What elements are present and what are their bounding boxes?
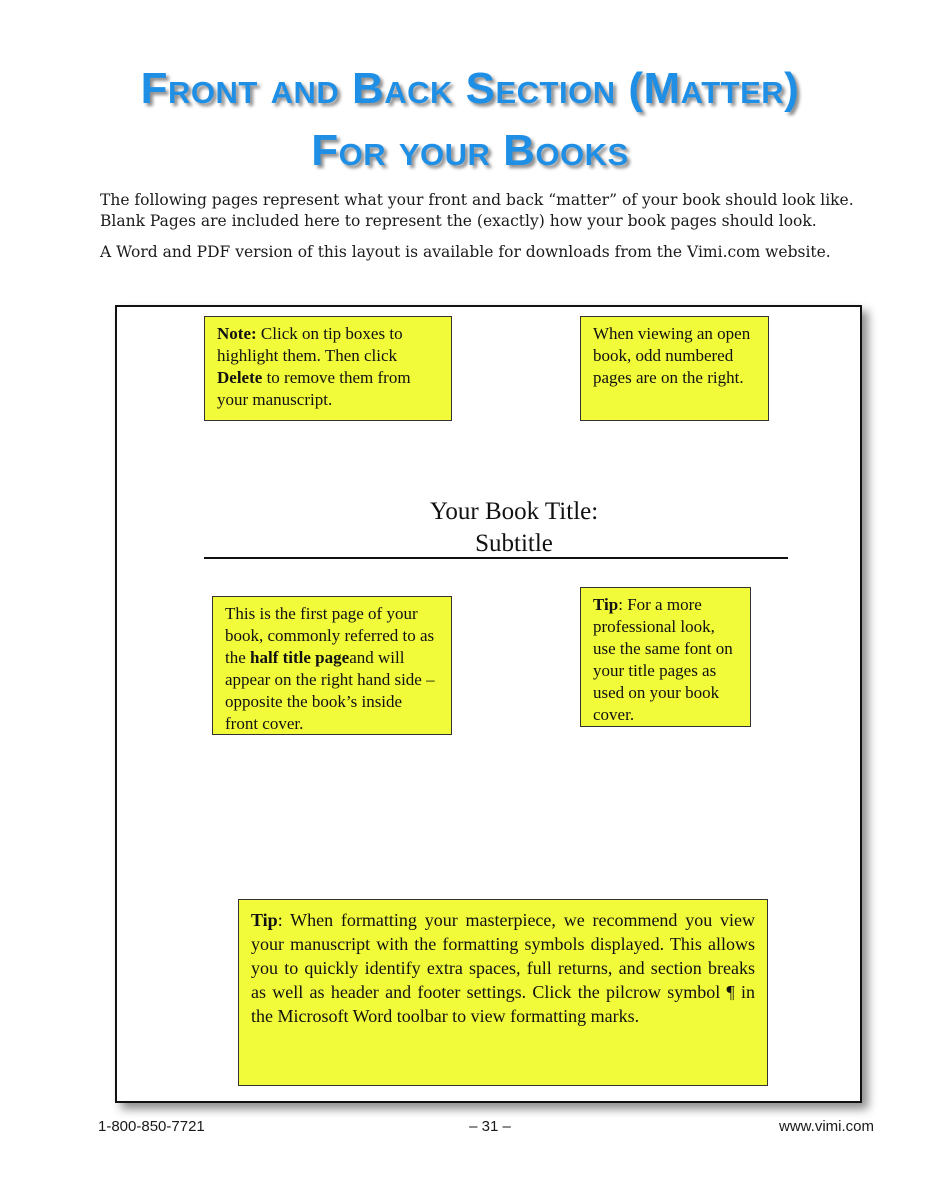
formatting-tip-text: : When formatting your masterpiece, we recommend you view your manuscript with the formatting symbols displayed. This allows you to quickly identify extra spaces, full returns, and section breaks as well as header and footer settings. Click the pilcrow symbol ¶ in the Microsoft Word toolbar to view formatting marks.: [251, 910, 755, 1026]
page-heading: [0, 58, 940, 182]
formatting-tip-box[interactable]: [238, 899, 768, 1086]
footer-page-number: – 31 –: [469, 1118, 511, 1135]
note-tip-box[interactable]: [204, 316, 452, 421]
half-title-tip-box[interactable]: [212, 596, 452, 735]
note-delete-word: Delete: [217, 368, 263, 387]
half-title-text-2: and will appear on the right hand side – opposite the book’s inside front cover.: [225, 648, 435, 733]
font-tip-box[interactable]: [580, 587, 751, 727]
font-tip-text: : For a more professional look, use the same font on your title pages as used on your book cover.: [593, 595, 733, 724]
intro-paragraph-2: A Word and PDF version of this layout is available for downloads from the Vimi.com website.: [100, 243, 831, 261]
note-label: Note:: [217, 324, 257, 343]
book-title-block: [318, 496, 710, 560]
intro-line-2: Blank Pages are included here to represent the (exactly) how your book pages should look.: [100, 212, 817, 230]
title-rule: [204, 557, 788, 559]
half-title-bold: half title page: [250, 648, 350, 667]
footer-phone: 1-800-850-7721: [98, 1118, 205, 1135]
footer-website[interactable]: www.vimi.com: [778, 1118, 874, 1135]
odd-pages-tip-box[interactable]: [580, 316, 769, 421]
heading-line-2: For your Books: [311, 126, 629, 175]
intro-paragraph-1: [100, 190, 880, 232]
book-title: Your Book Title:: [429, 498, 599, 525]
heading-line-1: Front and Back Section (Matter): [140, 64, 800, 113]
odd-pages-text: When viewing an open book, odd numbered pages are on the right.: [593, 324, 751, 387]
note-text-1: Click on tip boxes to highlight them. Then click: [217, 324, 403, 365]
book-subtitle: Subtitle: [475, 530, 553, 557]
intro-line-1: The following pages represent what your front and back “matter” of your book should look like.: [100, 191, 854, 209]
formatting-tip-label: Tip: [251, 910, 278, 930]
half-title-text-1: This is the first page of your book, commonly referred to as the: [225, 604, 435, 667]
note-text-2: to remove them from your manuscript.: [217, 368, 411, 409]
font-tip-label: Tip: [593, 595, 619, 614]
